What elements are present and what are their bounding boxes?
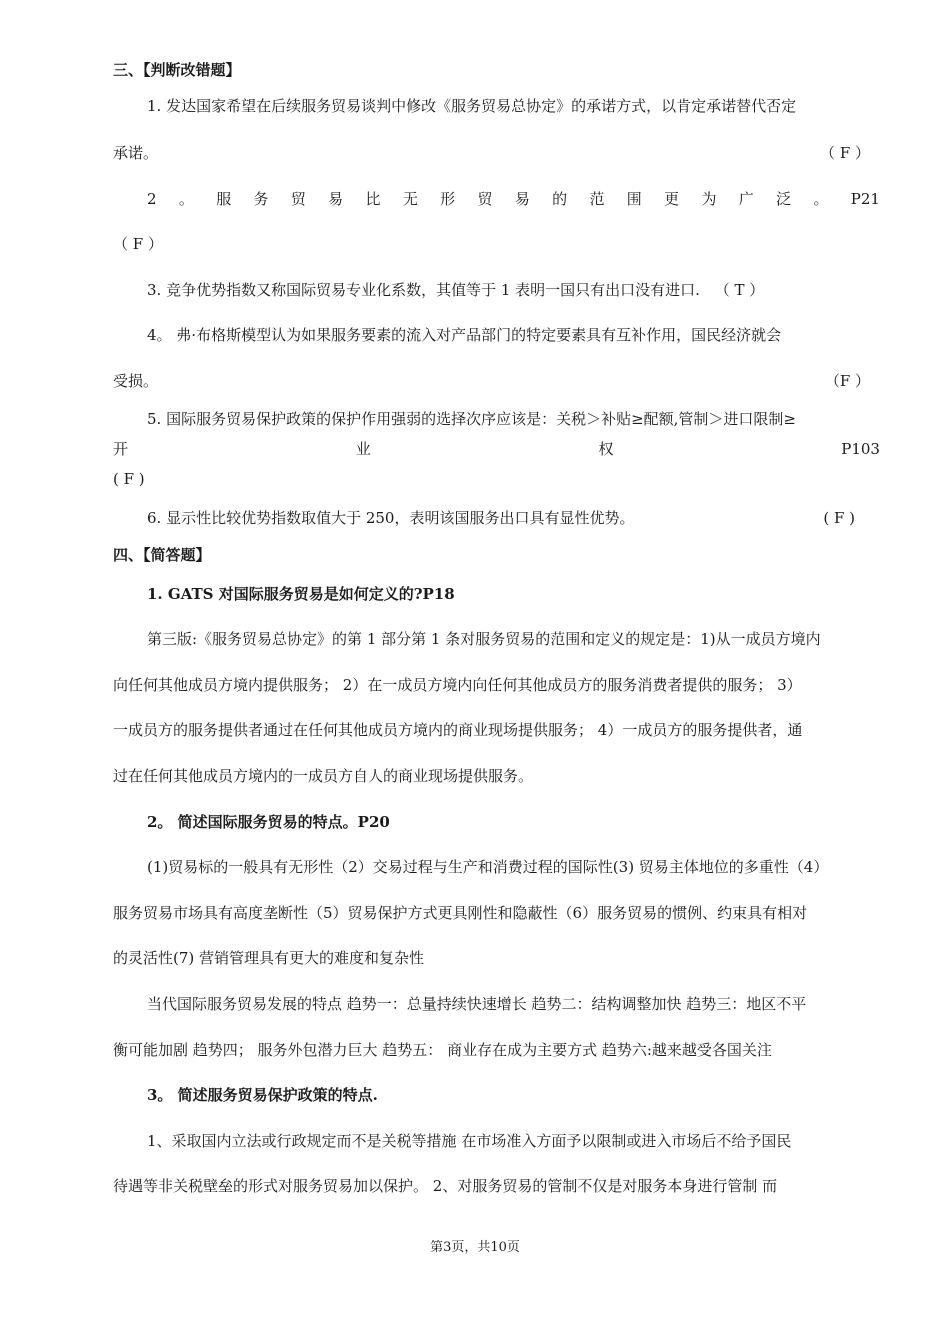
q3-1-line2: 承诺。 （ F ） <box>113 144 870 162</box>
q3-2-char: 范 <box>589 190 605 208</box>
q3-2-char: 贸 <box>477 190 493 208</box>
q4-1-para-line: 过在任何其他成员方境内的一成员方自人的商业现场提供服务。 <box>113 767 534 785</box>
q3-5-char: 业 <box>355 440 371 458</box>
q3-4-line1: 4。 弗·布格斯模型认为如果服务要素的流入对产品部门的特定要素具有互补作用，国民经济就会 <box>147 326 782 344</box>
q4-2-para-line: 衡可能加剧 趋势四； 服务外包潜力巨大 趋势五： 商业存在成为主要方式 趋势六:越来越受各国关注 <box>113 1041 772 1059</box>
q3-2-line1 <box>147 189 880 209</box>
q3-6-answer: ( F ) <box>823 509 855 527</box>
q3-2-answer: （ F ） <box>113 235 163 253</box>
q4-1-para-line: 向任何其他成员方境内提供服务； 2）在一成员方境内向任何其他成员方的服务消费者提供的服务； 3） <box>113 676 802 694</box>
q4-1-para-line: 第三版:《服务贸易总协定》的第 1 部分第 1 条对服务贸易的范围和定义的规定是：1)从一成员方境内 <box>147 630 821 648</box>
q3-2-char: 易 <box>514 190 530 208</box>
q3-2-char: 2 <box>147 190 157 208</box>
page-footer: 第3页，共10页 <box>430 1240 520 1255</box>
q3-2-char: 泛 <box>776 190 792 208</box>
q3-2-char: 形 <box>440 190 456 208</box>
q4-2-para-line: 服务贸易市场具有高度垄断性（5）贸易保护方式更具刚性和隐蔽性（6）服务贸易的惯例、约束具有相对 <box>113 904 808 922</box>
q4-2-para-line: (1)贸易标的一般具有无形性（2）交易过程与生产和消费过程的国际性(3) 贸易主体地位的多重性（4） <box>147 858 829 876</box>
q3-2-char: 。 <box>813 190 829 208</box>
q3-5-answer: ( F ) <box>113 470 145 488</box>
q3-2-char: 为 <box>701 190 717 208</box>
q3-2-char: 围 <box>626 190 642 208</box>
q3-2-char: 更 <box>664 190 680 208</box>
q3-5-line1: 5. 国际服务贸易保护政策的保护作用强弱的选择次序应该是：关税＞补贴≥配额,管制＞进口限制≥ <box>147 410 796 428</box>
q3-6-line: 6. 显示性比较优势指数取值大于 250，表明该国服务出口具有显性优势。 ( F ) <box>147 509 855 527</box>
section-3-title: 三、【判断改错题】 <box>113 61 241 79</box>
q4-2-para-line: 当代国际服务贸易发展的特点 趋势一：总量持续快速增长 趋势二：结构调整加快 趋势三：地区不平 <box>147 995 807 1013</box>
q3-3-answer: （ T ） <box>714 281 765 299</box>
q4-1-para-line: 一成员方的服务提供者通过在任何其他成员方境内的商业现场提供服务； 4）一成员方的服务提供者，通 <box>113 721 803 739</box>
q3-4-answer: （F ） <box>824 372 870 390</box>
q3-1-line1: 1. 发达国家希望在后续服务贸易谈判中修改《服务贸易总协定》的承诺方式，以肯定承诺替代否定 <box>147 97 797 115</box>
q3-2-char: 无 <box>402 190 418 208</box>
q3-4-line2: 受损。 （F ） <box>113 372 870 390</box>
q4-3-title: 3。 简述服务贸易保护政策的特点. <box>147 1086 378 1104</box>
q3-2-char: 易 <box>328 190 344 208</box>
q3-2-char: 贸 <box>290 190 306 208</box>
q3-2-char: P21 <box>850 190 880 208</box>
q3-2-char: 比 <box>365 190 381 208</box>
q3-5-char: P103 <box>841 440 880 458</box>
q4-2-para-line: 的灵活性(7) 营销管理具有更大的难度和复杂性 <box>113 949 425 967</box>
q3-5-char: 权 <box>598 440 614 458</box>
section-4-title: 四、【简答题】 <box>113 546 211 564</box>
q3-2-char: 务 <box>253 190 269 208</box>
q3-3-line: 3. 竞争优势指数又称国际贸易专业化系数，其值等于 1 表明一国只有出口没有进口. （ T ） <box>147 281 765 299</box>
q4-3-para-line: 1、采取国内立法或行政规定而不是关税等措施 在市场准入方面予以限制或进入市场后不给予国民 <box>147 1132 792 1150</box>
q3-2-char: 。 <box>178 190 194 208</box>
q3-2-char: 的 <box>552 190 568 208</box>
q4-1-title: 1. GATS 对国际服务贸易是如何定义的?P18 <box>147 585 455 603</box>
q3-2-char: 服 <box>216 190 232 208</box>
q4-2-title: 2。 简述国际服务贸易的特点。P20 <box>147 813 390 831</box>
q3-5-char: 开 <box>113 440 129 458</box>
q4-3-para-line: 待遇等非关税壁垒的形式对服务贸易加以保护。 2、对服务贸易的管制不仅是对服务本身进行管制 而 <box>113 1177 778 1195</box>
q3-5-line2 <box>113 439 880 459</box>
q3-1-answer: （ F ） <box>820 144 870 162</box>
q3-2-char: 广 <box>738 190 754 208</box>
